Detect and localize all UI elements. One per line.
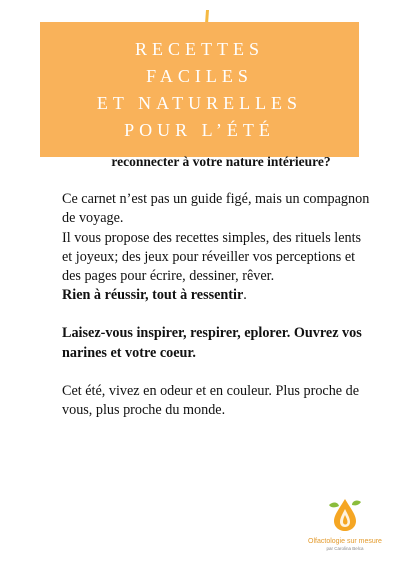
title-banner (40, 22, 359, 157)
logo-name: Olfactologie sur mesure (308, 538, 382, 545)
paragraph-intro: Ce carnet n’est pas un guide figé, mais un compagnon de voyage. (62, 191, 370, 227)
body-text (62, 152, 372, 420)
emphasis-text: Rien à réussir, tout à ressentir (62, 287, 244, 304)
title-line-2: FACILES (146, 65, 253, 86)
lead-question: reconnecter à votre nature intérieure? (111, 154, 331, 169)
paragraph-proposal: Il vous propose des recettes simples, des rituels lents et joyeux; des jeux pour réveiller vos perceptions et des pages pour écrire, dessiner, rêver. (62, 229, 362, 285)
logo-subtitle: par Carolina Belca (326, 546, 364, 551)
title-line-4: POUR L’ÉTÉ (124, 119, 275, 140)
drop-leaf-icon (325, 495, 365, 533)
brand-logo (300, 495, 390, 555)
paragraph-invitation: Laisez-vous inspirer, respirer, eplorer. Ouvrez vos narines et votre coeur. (62, 325, 362, 361)
paragraph-closing: Cet été, vivez en odeur et en couleur. Plus proche de vous, plus proche du monde. (62, 382, 360, 419)
title-line-3: ET NATURELLES (96, 92, 303, 113)
paragraph-emphasis: Rien à réussir, tout à ressentir. (62, 287, 247, 304)
title-line-1: RECETTES (135, 38, 264, 59)
